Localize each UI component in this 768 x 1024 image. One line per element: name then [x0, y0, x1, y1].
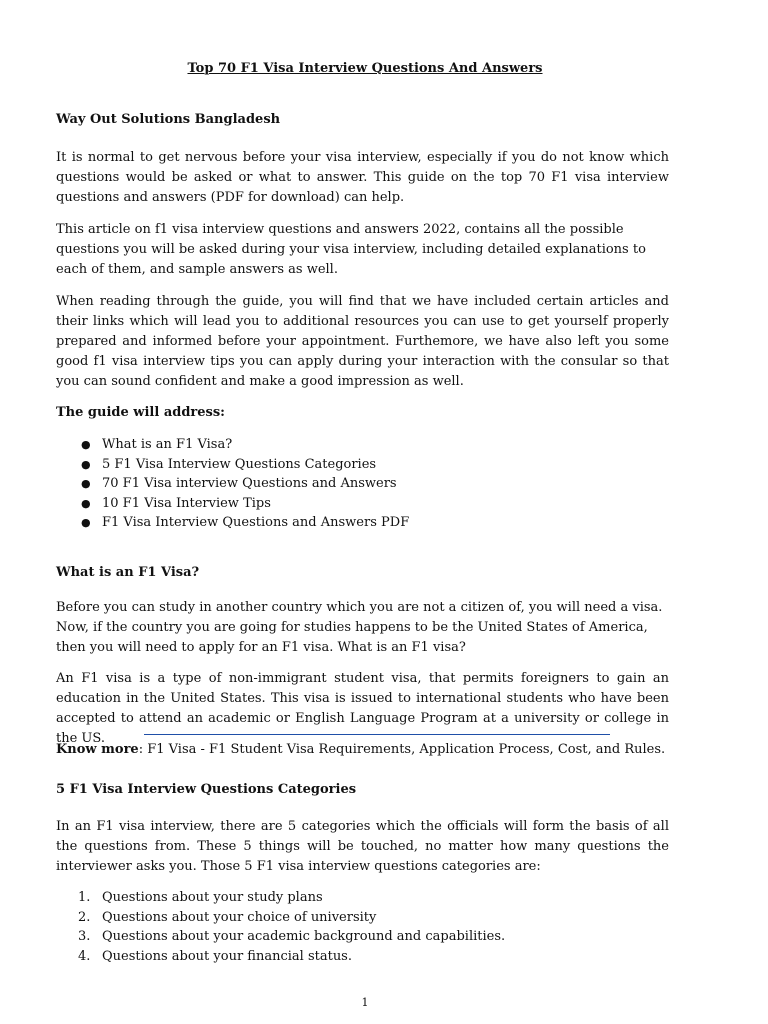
- bullet-icon: ●: [81, 477, 91, 490]
- list-item: [56, 455, 669, 475]
- intro-paragraph-2: This article on f1 visa interview questions and answers 2022, contains all the possible questions you will be asked during your visa interview, including detailed explanations to each of them, and sample answers as well.: [56, 222, 646, 277]
- list-item: [56, 494, 669, 514]
- guide-item-text: F1 Visa Interview Questions and Answers PDF: [102, 515, 410, 530]
- link-underline: [144, 734, 610, 735]
- list-item: [56, 908, 669, 928]
- guide-item-text: What is an F1 Visa?: [102, 437, 233, 452]
- list-number: 4.: [78, 948, 91, 964]
- category-item-text: Questions about your academic background and capabilities.: [102, 929, 506, 944]
- list-item: [56, 888, 669, 908]
- list-number: 3.: [78, 929, 91, 944]
- section-heading-what-is-f1: What is an F1 Visa?: [56, 565, 200, 580]
- list-item: [56, 947, 669, 967]
- categories-list: [56, 888, 669, 966]
- list-item: [56, 435, 669, 455]
- intro-paragraph-1: It is normal to get nervous before your visa interview, especially if you do not know which questions would be asked or what to answer. This guide on the top 70 F1 visa interview questions and answers (PDF for download) can help.: [56, 150, 669, 205]
- bullet-icon: ●: [81, 457, 91, 471]
- section1-paragraph-2: An F1 visa is a type of non-immigrant student visa, that permits foreigners to gain an education in the United States. This visa is issued to international students who have been accepted to attend an academic or English Language Program at a university or college in the US.: [56, 671, 669, 746]
- guide-item-text: 5 F1 Visa Interview Questions Categories: [102, 456, 377, 472]
- guide-list: [56, 435, 669, 533]
- know-more-link[interactable]: : F1 Visa - F1 Student Visa Requirements, Application Process, Cost, and Rules.: [138, 742, 666, 757]
- list-number: 2.: [78, 909, 91, 925]
- guide-item-text: 70 F1 Visa interview Questions and Answers: [102, 476, 397, 491]
- list-item: [56, 927, 669, 947]
- bullet-icon: ●: [81, 496, 91, 510]
- section1-paragraph-1: Before you can study in another country which you are not a citizen of, you will need a visa. Now, if the country you are going for studies happens to be the United States of America, then you will need to apply for an F1 visa. What is an F1 visa?: [56, 600, 663, 655]
- bullet-icon: ●: [81, 516, 91, 529]
- page-number: 1: [361, 996, 369, 1009]
- company-name: Way Out Solutions Bangladesh: [56, 112, 281, 127]
- know-more-line: [56, 740, 669, 760]
- guide-item-text: 10 F1 Visa Interview Tips: [102, 495, 271, 511]
- category-item-text: Questions about your financial status.: [102, 948, 352, 964]
- list-item: [56, 513, 669, 533]
- list-item: [56, 474, 669, 494]
- section-heading-categories: 5 F1 Visa Interview Questions Categories: [56, 782, 357, 797]
- category-item-text: Questions about your choice of university: [102, 909, 377, 925]
- know-more-label: Know more: [56, 742, 139, 757]
- intro-paragraph-3: When reading through the guide, you will find that we have included certain articles and their links which will lead you to additional resources you can use to get yourself properly prepared and informed before your appointment. Furthemore, we have also left you some good f1 visa interview tips you can apply during your interaction with the consular so that you can sound confident and make a good impression as well.: [56, 294, 669, 389]
- category-item-text: Questions about your study plans: [102, 890, 323, 905]
- list-number: 1.: [78, 890, 91, 905]
- section2-paragraph: In an F1 visa interview, there are 5 categories which the officials will form the basis of all the questions from. These 5 things will be touched, no matter how many questions the interviewer asks you. Those 5 F1 visa interview questions categories are:: [56, 819, 669, 874]
- document-title: Top 70 F1 Visa Interview Questions And Answers: [187, 61, 543, 76]
- guide-heading: The guide will address:: [56, 405, 225, 420]
- bullet-icon: ●: [81, 438, 91, 451]
